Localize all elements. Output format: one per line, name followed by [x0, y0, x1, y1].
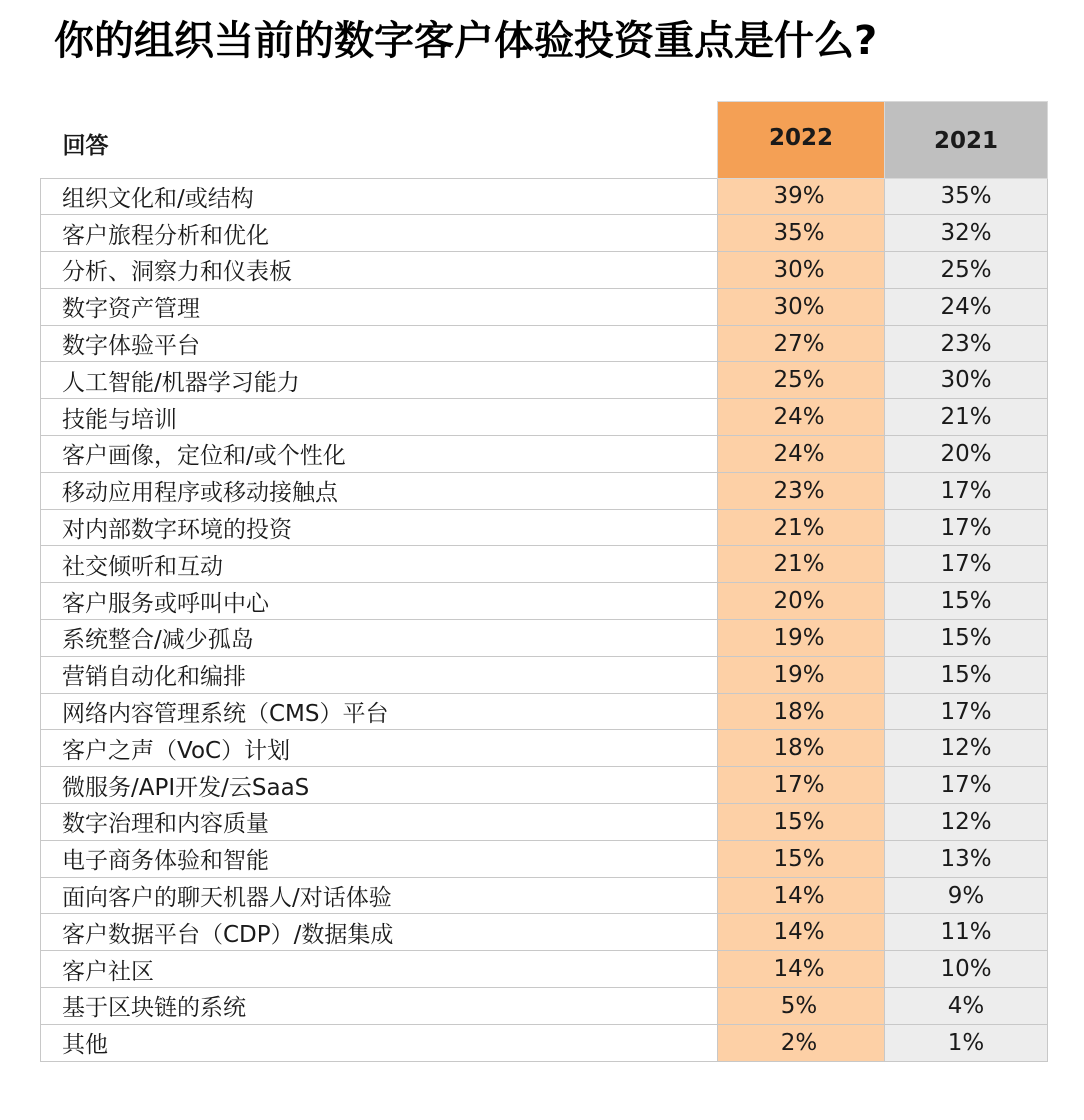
- row-label: 基于区块链的系统: [41, 988, 718, 1025]
- row-label: 移动应用程序或移动接触点: [41, 472, 718, 509]
- table-row: [41, 730, 1048, 767]
- table-row: [41, 804, 1048, 841]
- value-2021: 17%: [885, 767, 1048, 804]
- value-2021: 11%: [885, 914, 1048, 951]
- row-label: 分析、洞察力和仪表板: [41, 252, 718, 289]
- value-2022: 24%: [718, 436, 885, 473]
- table-row: [41, 288, 1048, 325]
- table-row: [41, 693, 1048, 730]
- row-label: 数字资产管理: [41, 288, 718, 325]
- row-label: 网络内容管理系统（CMS）平台: [41, 693, 718, 730]
- row-label: 微服务/API开发/云SaaS: [41, 767, 718, 804]
- table-row: [41, 656, 1048, 693]
- value-2021: 35%: [885, 178, 1048, 215]
- value-2022: 19%: [718, 620, 885, 657]
- value-2022: 27%: [718, 325, 885, 362]
- value-2022: 35%: [718, 215, 885, 252]
- table-row: [41, 252, 1048, 289]
- row-label: 组织文化和/或结构: [41, 178, 718, 215]
- value-2022: 18%: [718, 693, 885, 730]
- value-2022: 39%: [718, 178, 885, 215]
- value-2022: 30%: [718, 252, 885, 289]
- value-2021: 25%: [885, 252, 1048, 289]
- value-2022: 30%: [718, 288, 885, 325]
- value-2021: 13%: [885, 840, 1048, 877]
- row-label: 人工智能/机器学习能力: [41, 362, 718, 399]
- row-label: 营销自动化和编排: [41, 656, 718, 693]
- value-2021: 17%: [885, 472, 1048, 509]
- table-row: [41, 362, 1048, 399]
- value-2021: 20%: [885, 436, 1048, 473]
- row-label: 客户旅程分析和优化: [41, 215, 718, 252]
- table-row: [41, 399, 1048, 436]
- column-header-answer: 回答: [41, 102, 718, 179]
- table-row: [41, 914, 1048, 951]
- table-row: [41, 178, 1048, 215]
- value-2021: 17%: [885, 509, 1048, 546]
- table-row: [41, 767, 1048, 804]
- table-row: [41, 436, 1048, 473]
- value-2022: 17%: [718, 767, 885, 804]
- value-2022: 19%: [718, 656, 885, 693]
- table-row: [41, 620, 1048, 657]
- value-2022: 21%: [718, 546, 885, 583]
- value-2022: 23%: [718, 472, 885, 509]
- row-label: 面向客户的聊天机器人/对话体验: [41, 877, 718, 914]
- value-2021: 21%: [885, 399, 1048, 436]
- value-2022: 18%: [718, 730, 885, 767]
- chart-title: 你的组织当前的数字客户体验投资重点是什么?: [54, 18, 878, 64]
- table-row: [41, 1024, 1048, 1061]
- survey-results-table: [40, 101, 1048, 1062]
- table-row: [41, 325, 1048, 362]
- value-2022: 15%: [718, 804, 885, 841]
- value-2021: 4%: [885, 988, 1048, 1025]
- value-2021: 30%: [885, 362, 1048, 399]
- table-header-row: [41, 102, 1048, 179]
- row-label: 数字治理和内容质量: [41, 804, 718, 841]
- row-label: 社交倾听和互动: [41, 546, 718, 583]
- value-2022: 25%: [718, 362, 885, 399]
- value-2021: 17%: [885, 546, 1048, 583]
- value-2022: 24%: [718, 399, 885, 436]
- table-row: [41, 509, 1048, 546]
- value-2022: 21%: [718, 509, 885, 546]
- value-2021: 15%: [885, 656, 1048, 693]
- value-2022: 14%: [718, 914, 885, 951]
- row-label: 技能与培训: [41, 399, 718, 436]
- value-2022: 2%: [718, 1024, 885, 1061]
- value-2021: 17%: [885, 693, 1048, 730]
- column-header-2021: 2021: [885, 102, 1048, 179]
- value-2022: 14%: [718, 951, 885, 988]
- value-2021: 23%: [885, 325, 1048, 362]
- table-row: [41, 951, 1048, 988]
- table-row: [41, 546, 1048, 583]
- row-label: 对内部数字环境的投资: [41, 509, 718, 546]
- value-2021: 15%: [885, 583, 1048, 620]
- value-2022: 20%: [718, 583, 885, 620]
- table-body: [41, 178, 1048, 1061]
- row-label: 客户服务或呼叫中心: [41, 583, 718, 620]
- value-2021: 9%: [885, 877, 1048, 914]
- value-2021: 15%: [885, 620, 1048, 657]
- value-2021: 10%: [885, 951, 1048, 988]
- value-2021: 12%: [885, 730, 1048, 767]
- value-2021: 32%: [885, 215, 1048, 252]
- table-row: [41, 840, 1048, 877]
- table-row: [41, 583, 1048, 620]
- column-header-2022: 2022: [718, 102, 885, 179]
- value-2022: 14%: [718, 877, 885, 914]
- row-label: 客户数据平台（CDP）/数据集成: [41, 914, 718, 951]
- row-label: 客户社区: [41, 951, 718, 988]
- row-label: 其他: [41, 1024, 718, 1061]
- row-label: 客户画像，定位和/或个性化: [41, 436, 718, 473]
- row-label: 客户之声（VoC）计划: [41, 730, 718, 767]
- value-2022: 15%: [718, 840, 885, 877]
- value-2021: 1%: [885, 1024, 1048, 1061]
- table-row: [41, 215, 1048, 252]
- row-label: 系统整合/减少孤岛: [41, 620, 718, 657]
- value-2022: 5%: [718, 988, 885, 1025]
- value-2021: 12%: [885, 804, 1048, 841]
- row-label: 数字体验平台: [41, 325, 718, 362]
- table-row: [41, 877, 1048, 914]
- table-row: [41, 988, 1048, 1025]
- table-row: [41, 472, 1048, 509]
- value-2021: 24%: [885, 288, 1048, 325]
- row-label: 电子商务体验和智能: [41, 840, 718, 877]
